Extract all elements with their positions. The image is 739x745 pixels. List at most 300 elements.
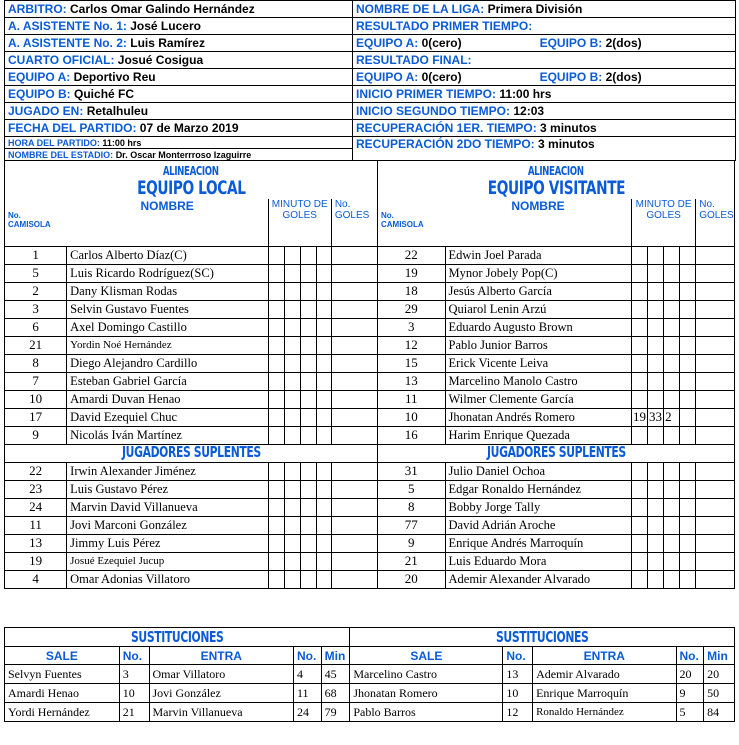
- sub-minute: 45: [321, 665, 350, 684]
- goal-minute-cell: [268, 426, 284, 444]
- stadium-field: NOMBRE DEL ESTADIO: Dr. Oscar Monterrroso Izaguirre: [5, 149, 353, 161]
- subs-body: [5, 462, 735, 588]
- player-name: Enrique Andrés Marroquín: [445, 534, 631, 552]
- substitution-row: [5, 684, 735, 703]
- date-field: FECHA DEL PARTIDO: 07 de Marzo 2019: [5, 120, 353, 137]
- player-name: Marvin David Villanueva: [67, 498, 268, 516]
- goal-minute-cell: [680, 336, 696, 354]
- second-half-start: INICIO SEGUNDO TIEMPO: 12:03: [353, 103, 736, 120]
- empty-cell: [316, 516, 331, 534]
- goal-minute-cell: [300, 372, 316, 390]
- goal-count-cell: [331, 246, 377, 264]
- shirt-number: 10: [377, 408, 445, 426]
- shirt-number: 7: [5, 372, 67, 390]
- empty-cell: [664, 570, 680, 588]
- shirt-number: 10: [5, 390, 67, 408]
- visit-subst-title: SUSTITUCIONES: [350, 628, 735, 647]
- goal-minute-cell: [680, 354, 696, 372]
- alineacion-label: ALINEACION: [528, 163, 584, 178]
- empty-cell: [664, 552, 680, 570]
- goal-minute-cell: [300, 408, 316, 426]
- empty-cell: [284, 570, 300, 588]
- empty-cell: [268, 516, 284, 534]
- goal-minute-cell: [268, 354, 284, 372]
- goal-minute-cell: [316, 372, 331, 390]
- sub-player-row: [5, 516, 735, 534]
- empty-cell: [664, 480, 680, 498]
- shirt-number: 8: [377, 498, 445, 516]
- goal-count-cell: [664, 264, 680, 282]
- empty-cell: [300, 480, 316, 498]
- player-name: Jhonatan Andrés Romero: [445, 408, 631, 426]
- goal-minute-cell: [631, 246, 647, 264]
- shirt-number: 22: [5, 462, 67, 480]
- substitution-row: [5, 703, 735, 722]
- shirt-number: 5: [377, 480, 445, 498]
- goal-minute-cell: [300, 426, 316, 444]
- empty-cell: [331, 534, 377, 552]
- empty-cell: [284, 498, 300, 516]
- goal-count-cell: [331, 390, 377, 408]
- goal-minute-cell: [300, 318, 316, 336]
- shirt-number: 20: [377, 570, 445, 588]
- goal-minute-cell: [300, 282, 316, 300]
- empty-cell: [648, 480, 664, 498]
- empty-cell: [284, 480, 300, 498]
- sub-player-row: [5, 534, 735, 552]
- player-row: [5, 264, 735, 282]
- empty-cell: [316, 534, 331, 552]
- player-out-number: 13: [503, 665, 533, 684]
- goal-minute-cell: [268, 264, 284, 282]
- shirt-number: 15: [377, 354, 445, 372]
- lineup-table: [4, 160, 735, 589]
- shirt-number: 9: [5, 426, 67, 444]
- goal-minute-cell: [648, 426, 664, 444]
- sub-minute: 84: [704, 703, 735, 722]
- empty-cell: [631, 552, 647, 570]
- player-name: Amardi Duvan Henao: [67, 390, 268, 408]
- goal-count-cell: [696, 390, 735, 408]
- goal-count-cell: [696, 246, 735, 264]
- empty-cell: [631, 480, 647, 498]
- goal-minute-cell: [648, 390, 664, 408]
- col-entra: ENTRA: [533, 647, 676, 665]
- goal-minute-cell: [284, 300, 300, 318]
- match-info-table: [4, 0, 736, 161]
- goal-minute-cell: [631, 372, 647, 390]
- local-col-no: No. CAMISOLA: [5, 199, 67, 246]
- player-name: Ademir Alexander Alvarado: [445, 570, 631, 588]
- lineup-sheet: [4, 0, 736, 589]
- empty-cell: [300, 462, 316, 480]
- empty-cell: [316, 462, 331, 480]
- goal-count-cell: [664, 354, 680, 372]
- shirt-number: 16: [377, 426, 445, 444]
- col-no: No.: [676, 647, 704, 665]
- goal-count-cell: [331, 282, 377, 300]
- empty-cell: [696, 480, 735, 498]
- goal-minute-cell: [631, 282, 647, 300]
- shirt-number: 13: [377, 372, 445, 390]
- goal-minute-cell: [284, 372, 300, 390]
- player-out: Jhonatan Romero: [350, 684, 503, 703]
- goal-minute-cell: [631, 390, 647, 408]
- shirt-number: 19: [377, 264, 445, 282]
- goal-count-cell: [696, 300, 735, 318]
- goal-count-cell: [331, 264, 377, 282]
- empty-cell: [316, 480, 331, 498]
- player-name: Mynor Jobely Pop(C): [445, 264, 631, 282]
- col-no: No.: [294, 647, 322, 665]
- player-name: Josué Ezequiel Jucup: [67, 552, 268, 570]
- empty-cell: [680, 462, 696, 480]
- goal-minute-cell: [631, 336, 647, 354]
- goal-minute-cell: [284, 408, 300, 426]
- substitution-row: [5, 665, 735, 684]
- local-col-minute: MINUTO DE GOLES: [268, 199, 331, 246]
- shirt-number: 23: [5, 480, 67, 498]
- shirt-number: 2: [5, 282, 67, 300]
- player-name: Jesús Alberto García: [445, 282, 631, 300]
- player-out-number: 10: [503, 684, 533, 703]
- empty-cell: [268, 498, 284, 516]
- goal-minute-cell: [648, 336, 664, 354]
- player-name: Diego Alejandro Cardillo: [67, 354, 268, 372]
- player-name: Yordin Noé Hernández: [67, 336, 268, 354]
- final-label: RESULTADO FINAL:: [353, 52, 736, 69]
- player-name: David Adrián Aroche: [445, 516, 631, 534]
- empty-cell: [300, 552, 316, 570]
- player-name: Axel Domingo Castillo: [67, 318, 268, 336]
- visit-team-title: [377, 161, 734, 200]
- sub-player-row: [5, 552, 735, 570]
- shirt-number: 19: [5, 552, 67, 570]
- empty-cell: [284, 462, 300, 480]
- shirt-number: 3: [377, 318, 445, 336]
- goal-minute-cell: [316, 300, 331, 318]
- player-name: Eduardo Augusto Brown: [445, 318, 631, 336]
- goal-minute-cell: [284, 318, 300, 336]
- empty-cell: [300, 498, 316, 516]
- goal-count-cell: [696, 372, 735, 390]
- goal-minute-cell: [631, 300, 647, 318]
- goal-minute-cell: [648, 264, 664, 282]
- goal-count-cell: [331, 426, 377, 444]
- visit-col-no: No. CAMISOLA: [377, 199, 445, 246]
- empty-cell: [300, 516, 316, 534]
- shirt-number: 77: [377, 516, 445, 534]
- goal-minute-cell: [268, 390, 284, 408]
- empty-cell: [331, 570, 377, 588]
- goal-minute-cell: 19: [632, 409, 646, 424]
- goal-minute-cell: [268, 318, 284, 336]
- shirt-number: 6: [5, 318, 67, 336]
- empty-cell: [696, 570, 735, 588]
- final-score: EQUIPO A: 0(cero) EQUIPO B: 2(dos): [353, 69, 736, 86]
- goal-count-cell: [664, 390, 680, 408]
- empty-cell: [331, 552, 377, 570]
- sub-player-row: [5, 570, 735, 588]
- player-row: [5, 318, 735, 336]
- visit-col-minute: MINUTO DE GOLES: [631, 199, 695, 246]
- goal-count-cell: [331, 300, 377, 318]
- player-name: Selvin Gustavo Fuentes: [67, 300, 268, 318]
- empty-cell: [680, 570, 696, 588]
- empty-cell: [680, 552, 696, 570]
- goal-minute-cell: [648, 318, 664, 336]
- shirt-number: 4: [5, 570, 67, 588]
- empty-cell: [696, 498, 735, 516]
- col-min: Min: [321, 647, 350, 665]
- alineacion-label: ALINEACION: [163, 163, 219, 178]
- player-out: Amardi Henao: [5, 684, 120, 703]
- player-in-number: 11: [294, 684, 322, 703]
- goal-minute-cell: [268, 246, 284, 264]
- shirt-number: 18: [377, 282, 445, 300]
- visit-title: EQUIPO VISITANTE: [487, 176, 625, 199]
- goal-count-cell: [331, 318, 377, 336]
- goal-count-cell: [664, 318, 680, 336]
- player-row: [5, 300, 735, 318]
- empty-cell: [664, 462, 680, 480]
- goal-count-cell: [696, 318, 735, 336]
- player-row: [5, 246, 735, 264]
- sub-minute: 50: [704, 684, 735, 703]
- player-in: Ronaldo Hernández: [533, 703, 676, 722]
- player-out: Marcelino Castro: [350, 665, 503, 684]
- empty-cell: [268, 462, 284, 480]
- substitutions-table: [4, 627, 735, 722]
- player-out: Selvyn Fuentes: [5, 665, 120, 684]
- local-col-name: NOMBRE: [67, 199, 268, 246]
- player-name: Edgar Ronaldo Hernández: [445, 480, 631, 498]
- sub-player-row: [5, 480, 735, 498]
- sub-minute: 79: [321, 703, 350, 722]
- player-row: [5, 426, 735, 444]
- goal-minute-cell: [316, 318, 331, 336]
- empty-cell: [631, 570, 647, 588]
- player-name: Quiarol Lenin Arzú: [445, 300, 631, 318]
- shirt-number: 5: [5, 264, 67, 282]
- empty-cell: [268, 552, 284, 570]
- empty-cell: [680, 516, 696, 534]
- player-out-number: 10: [119, 684, 149, 703]
- local-col-goals: No. GOLES: [331, 199, 377, 246]
- empty-cell: [268, 480, 284, 498]
- goal-count-cell: [664, 336, 680, 354]
- player-name: Jovi Marconi González: [67, 516, 268, 534]
- empty-cell: [696, 516, 735, 534]
- goal-minute-cell: [268, 282, 284, 300]
- player-out: Pablo Barros: [350, 703, 503, 722]
- empty-cell: [268, 534, 284, 552]
- player-name: Pablo Junior Barros: [445, 336, 631, 354]
- goal-minute-cell: [300, 354, 316, 372]
- stoppage1-field: RECUPERACIÓN 1ER. TIEMPO: 3 minutos: [353, 120, 736, 137]
- player-name: Luis Ricardo Rodríguez(SC): [67, 264, 268, 282]
- goal-count-cell: [331, 408, 377, 426]
- goal-minute-cell: [284, 354, 300, 372]
- goal-count-cell: [696, 336, 735, 354]
- goal-count-cell: [696, 282, 735, 300]
- player-in: Marvin Villanueva: [149, 703, 294, 722]
- local-subst-title: SUSTITUCIONES: [5, 628, 350, 647]
- goal-minute-cell: [316, 408, 331, 426]
- goal-minute-cell: [316, 336, 331, 354]
- halftime-score: EQUIPO A: 0(cero) EQUIPO B: 2(dos): [353, 35, 736, 52]
- player-name: Esteban Gabriel García: [67, 372, 268, 390]
- goal-minute-cell: [316, 282, 331, 300]
- goal-count-cell: [696, 426, 735, 444]
- empty-cell: [696, 552, 735, 570]
- local-title: EQUIPO LOCAL: [136, 176, 246, 199]
- local-subs-title: JUGADORES SUPLENTES: [5, 444, 378, 462]
- goal-minute-cell: [284, 336, 300, 354]
- shirt-number: 17: [5, 408, 67, 426]
- empty-cell: [316, 552, 331, 570]
- player-in-number: 4: [294, 665, 322, 684]
- goal-minute-cell: [648, 300, 664, 318]
- player-in: Ademir Alvarado: [533, 665, 676, 684]
- goal-minute-cell: [284, 426, 300, 444]
- goal-count-cell: [664, 246, 680, 264]
- player-name: Dany Klisman Rodas: [67, 282, 268, 300]
- shirt-number: 11: [377, 390, 445, 408]
- player-in-number: 24: [294, 703, 322, 722]
- goal-minute-cell: [300, 264, 316, 282]
- goal-minute-cell: [680, 318, 696, 336]
- shirt-number: 22: [377, 246, 445, 264]
- goal-count-cell: [664, 426, 680, 444]
- empty-cell: [664, 516, 680, 534]
- player-name: Irwin Alexander Jiménez: [67, 462, 268, 480]
- empty-cell: [680, 534, 696, 552]
- empty-cell: [648, 534, 664, 552]
- player-row: [5, 354, 735, 372]
- empty-cell: [696, 462, 735, 480]
- goal-minute-cell: [300, 246, 316, 264]
- shirt-number: 11: [5, 516, 67, 534]
- player-name: Nicolás Iván Martínez: [67, 426, 268, 444]
- player-name: Bobby Jorge Tally: [445, 498, 631, 516]
- goal-minute-cell: [648, 282, 664, 300]
- empty-cell: [284, 534, 300, 552]
- player-row: [5, 282, 735, 300]
- referee-field: ARBITRO: Carlos Omar Galindo Hernández: [5, 1, 353, 18]
- local-team-title: [5, 161, 378, 200]
- first-half-start: INICIO PRIMER TIEMPO: 11:00 hrs: [353, 86, 736, 103]
- time-field: HORA DEL PARTIDO: 11:00 hrs: [5, 137, 353, 149]
- shirt-number: 24: [5, 498, 67, 516]
- goal-minute-cell: [284, 246, 300, 264]
- stoppage2-field: RECUPERACIÓN 2DO TIEMPO: 3 minutos: [353, 137, 736, 161]
- goal-minute-cell: [300, 336, 316, 354]
- visit-subs-title: JUGADORES SUPLENTES: [377, 444, 734, 462]
- assistant2-field: A. ASISTENTE No. 2: Luis Ramírez: [5, 35, 353, 52]
- goal-minute-cell: [316, 390, 331, 408]
- shirt-number: 31: [377, 462, 445, 480]
- goal-minute-cell: [631, 318, 647, 336]
- player-row: [5, 390, 735, 408]
- goal-minute-cell: [680, 246, 696, 264]
- player-name: David Ezequiel Chuc: [67, 408, 268, 426]
- player-row: [5, 372, 735, 390]
- empty-cell: [680, 480, 696, 498]
- goal-minute-cell: [680, 282, 696, 300]
- fourth-official-field: CUARTO OFICIAL: Josué Cosigua: [5, 52, 353, 69]
- goal-minute-cell: [316, 246, 331, 264]
- goal-minute-cell: [680, 408, 696, 426]
- goal-minute-cell: [268, 408, 284, 426]
- goal-count-cell: [331, 372, 377, 390]
- goal-count-cell: [696, 408, 735, 426]
- empty-cell: [631, 516, 647, 534]
- shirt-number: 1: [5, 246, 67, 264]
- shirt-number: 21: [5, 336, 67, 354]
- visit-col-name: NOMBRE: [445, 199, 631, 246]
- empty-cell: [331, 480, 377, 498]
- player-in-number: 9: [676, 684, 704, 703]
- player-in-number: 20: [676, 665, 704, 684]
- empty-cell: [680, 498, 696, 516]
- sub-player-row: [5, 462, 735, 480]
- player-name: Harim Enrique Quezada: [445, 426, 631, 444]
- goal-minute-cell: [284, 264, 300, 282]
- player-out-number: 21: [119, 703, 149, 722]
- empty-cell: [648, 570, 664, 588]
- goal-minute-cell: [268, 300, 284, 318]
- player-name: Luis Eduardo Mora: [445, 552, 631, 570]
- goal-minute-cell: [631, 264, 647, 282]
- goal-count-cell: [664, 282, 680, 300]
- goal-count-cell: 2: [664, 408, 680, 426]
- empty-cell: [316, 570, 331, 588]
- player-out: Yordi Hernández: [5, 703, 120, 722]
- empty-cell: [664, 534, 680, 552]
- empty-cell: [300, 534, 316, 552]
- empty-cell: [696, 534, 735, 552]
- goal-count-cell: [696, 354, 735, 372]
- col-no: No.: [119, 647, 149, 665]
- empty-cell: [631, 498, 647, 516]
- col-entra: ENTRA: [149, 647, 294, 665]
- col-sale: SALE: [350, 647, 503, 665]
- col-sale: SALE: [5, 647, 120, 665]
- goal-minute-cell: [284, 282, 300, 300]
- shirt-number: 8: [5, 354, 67, 372]
- team-a-field: EQUIPO A: Deportivo Reu: [5, 69, 353, 86]
- goal-count-cell: [664, 372, 680, 390]
- player-name: Carlos Alberto Díaz(C): [67, 246, 268, 264]
- goal-minute-cell: [284, 390, 300, 408]
- empty-cell: [648, 552, 664, 570]
- visit-col-goals: No. GOLES: [696, 199, 735, 246]
- goal-minute-cell: [631, 354, 647, 372]
- goal-count-cell: [696, 264, 735, 282]
- empty-cell: [284, 516, 300, 534]
- shirt-number: 9: [377, 534, 445, 552]
- goal-minute-cell: [648, 372, 664, 390]
- empty-cell: [331, 462, 377, 480]
- goal-minute-cell: [680, 300, 696, 318]
- player-name: Omar Adonias Villatoro: [67, 570, 268, 588]
- shirt-number: 21: [377, 552, 445, 570]
- goal-minute-cell: [680, 264, 696, 282]
- goal-count-cell: [664, 300, 680, 318]
- player-name: Jimmy Luis Pérez: [67, 534, 268, 552]
- goal-minute-cell: [631, 426, 647, 444]
